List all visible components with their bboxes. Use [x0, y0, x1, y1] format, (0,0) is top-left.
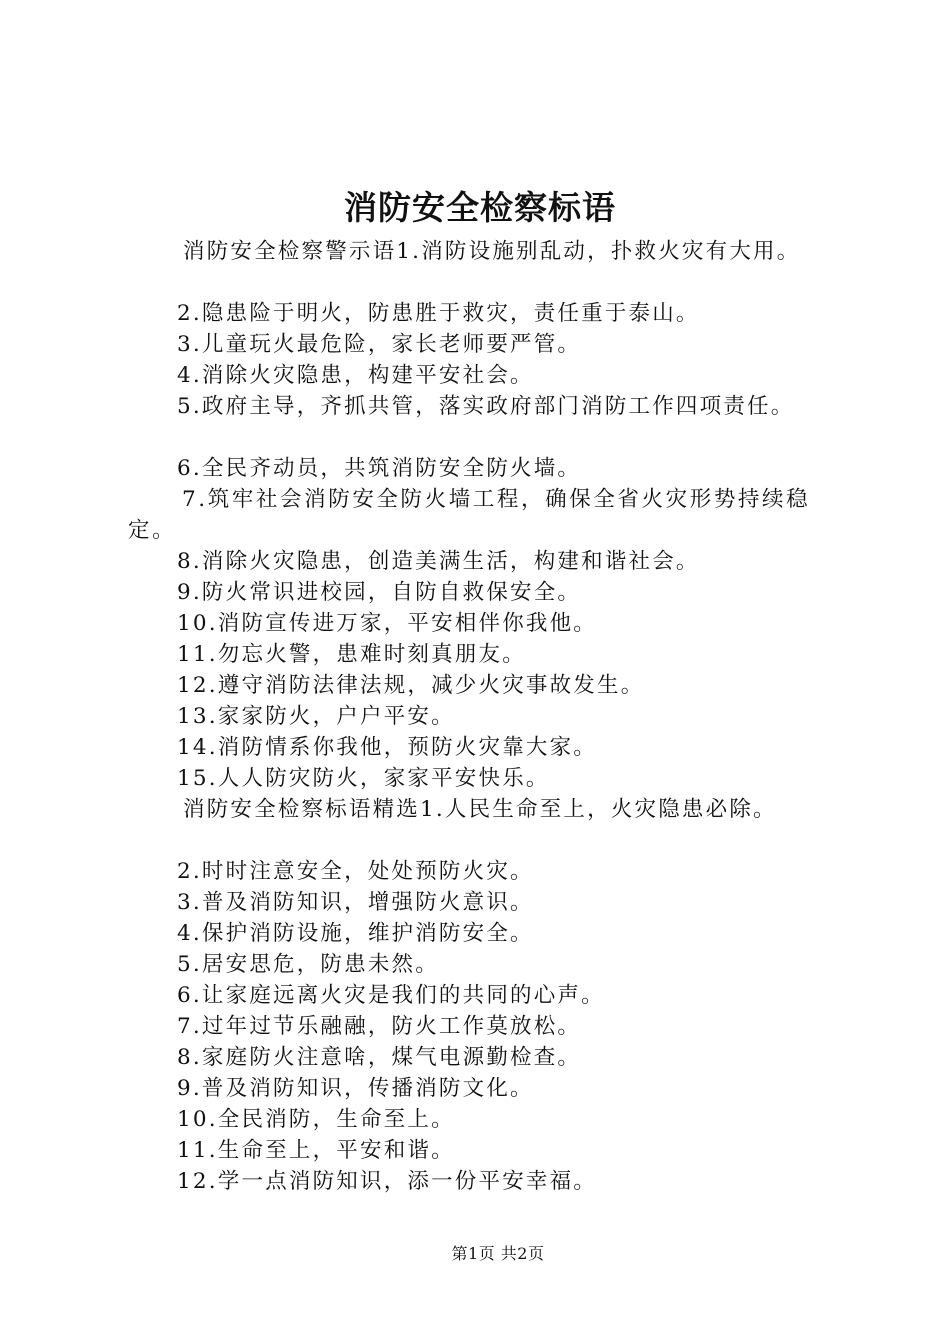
- list-item-wrapped: 7.筑牢社会消防安全防火墙工程，确保全省火灾形势持续稳定。: [128, 487, 811, 543]
- list-item: 3.普及消防知识，增强防火意识。: [177, 890, 534, 915]
- list-item: 9.普及消防知识，传播消防文化。: [177, 1076, 534, 1101]
- list-item: 10.消防宣传进万家，平安相伴你我他。: [177, 611, 597, 636]
- document-body: [128, 236, 848, 1197]
- list-item: 6.让家庭远离火灾是我们的共同的心声。: [177, 983, 605, 1008]
- page-title: 消防安全检察标语: [344, 188, 616, 227]
- list-item: 15.人人防灾防火，家家平安快乐。: [177, 766, 550, 791]
- list-item: 6.全民齐动员，共筑消防安全防火墙。: [177, 456, 582, 481]
- list-item: 8.家庭防火注意啥，煤气电源勤检查。: [177, 1045, 582, 1070]
- list-item: 2.隐患险于明火，防患胜于救灾，责任重于泰山。: [177, 301, 700, 326]
- list-item: 5.居安思危，防患未然。: [177, 952, 439, 977]
- list-item: 12.学一点消防知识，添一份平安幸福。: [177, 1169, 597, 1194]
- list-item: 7.过年过节乐融融，防火工作莫放松。: [177, 1014, 582, 1039]
- list-item: 11.生命至上，平安和谐。: [177, 1138, 455, 1163]
- list-item: 11.勿忘火警，患难时刻真朋友。: [177, 642, 526, 667]
- paragraph-line: 消防安全检察警示语1.消防设施别乱动，扑救火灾有大用。: [183, 239, 801, 264]
- blank-line: [128, 267, 848, 298]
- list-item: 4.保护消防设施，维护消防安全。: [177, 921, 534, 946]
- list-item: 2.时时注意安全，处处预防火灾。: [177, 859, 534, 884]
- list-item: 3.儿童玩火最危险，家长老师要严管。: [177, 332, 582, 357]
- list-item: 10.全民消防，生命至上。: [177, 1107, 455, 1132]
- list-item: 14.消防情系你我他，预防火灾靠大家。: [177, 735, 597, 760]
- list-item: 4.消除火灾隐患，构建平安社会。: [177, 363, 534, 388]
- list-item: 5.政府主导，齐抓共管，落实政府部门消防工作四项责任。: [177, 394, 795, 419]
- blank-line: [128, 825, 848, 856]
- blank-line: [128, 422, 848, 453]
- list-item: 9.防火常识进校园，自防自救保安全。: [177, 580, 582, 605]
- list-item: 12.遵守消防法律法规，减少火灾事故发生。: [177, 673, 645, 698]
- list-item: 13.家家防火，户户平安。: [177, 704, 455, 729]
- list-item: 8.消除火灾隐患，创造美满生活，构建和谐社会。: [177, 549, 700, 574]
- page-footer: 第1页 共2页: [451, 1244, 545, 1263]
- paragraph-line: 消防安全检察标语精选1.人民生命至上，火灾隐患必除。: [183, 797, 777, 822]
